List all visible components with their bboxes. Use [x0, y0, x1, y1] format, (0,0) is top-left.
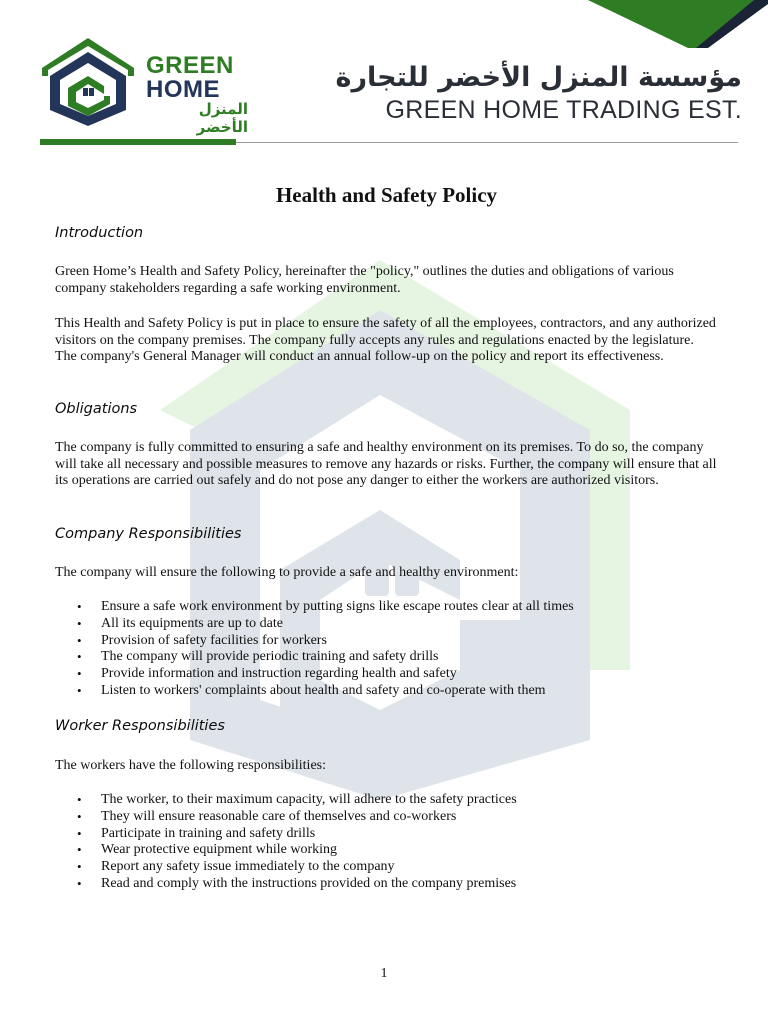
introduction-paragraph-2: This Health and Safety Policy is put in place to ensure the safety of all the employees, contractors, and any authorized visitors on the company premises. The company fully accepts any rules and regulations enacted by the legislature. The company's General Manager will conduct an annual follow-up on the policy and report its effectiveness. [55, 316, 716, 365]
bullet-icon: • [77, 842, 82, 858]
house-logo-icon [38, 36, 138, 128]
company-name-arabic: مؤسسة المنزل الأخضر للتجارة [335, 62, 742, 93]
bullet-icon: • [77, 792, 82, 807]
header-divider-accent [40, 139, 236, 145]
list-item: • They will ensure reasonable care of themselves and co-workers [77, 808, 457, 824]
section-heading-introduction: Introduction [55, 225, 144, 241]
list-item: • The company will provide periodic training and safety drills [77, 649, 439, 665]
worker-responsibilities-intro: The workers have the following responsibilities: [55, 758, 326, 773]
bullet-icon: • [77, 666, 82, 682]
logo-word-home: HOME [146, 76, 220, 103]
list-item: • Ensure a safe work environment by putting signs like escape routes clear at all times [77, 599, 574, 614]
list-item: • Provision of safety facilities for workers [77, 632, 327, 648]
company-responsibilities-list [55, 599, 718, 700]
bullet-icon: • [77, 615, 82, 631]
bullet-icon: • [77, 682, 82, 698]
bullet-icon: • [77, 649, 82, 665]
section-heading-worker-responsibilities: Worker Responsibilities [55, 718, 225, 734]
bullet-icon: • [77, 599, 82, 614]
list-item: • Listen to workers' complaints about health and safety and co-operate with them [77, 682, 546, 698]
list-item: • Report any safety issue immediately to the company [77, 859, 395, 875]
list-item: • The worker, to their maximum capacity, will adhere to the safety practices [77, 792, 517, 807]
introduction-paragraph-1: Green Home’s Health and Safety Policy, hereinafter the "policy," outlines the duties and obligations of various company stakeholders regarding a safe working environment. [55, 264, 674, 296]
list-item: • Read and comply with the instructions provided on the company premises [77, 875, 517, 891]
list-item: • Participate in training and safety drills [77, 825, 316, 841]
list-item: • Provide information and instruction regarding health and safety [77, 666, 457, 682]
bullet-icon: • [77, 808, 82, 824]
bullet-icon: • [77, 632, 82, 648]
company-logo [38, 36, 248, 136]
company-name-english: GREEN HOME TRADING EST. [385, 96, 742, 124]
bullet-icon: • [77, 859, 82, 875]
list-item: • Wear protective equipment while working [77, 842, 338, 858]
logo-word-green: GREEN [146, 52, 234, 79]
worker-responsibilities-list [55, 792, 718, 893]
bullet-icon: • [77, 825, 82, 841]
list-item: • All its equipments are up to date [77, 615, 283, 631]
section-heading-obligations: Obligations [55, 401, 138, 417]
page-number: 1 [380, 966, 388, 981]
company-responsibilities-intro: The company will ensure the following to provide a safe and healthy environment: [55, 565, 519, 580]
obligations-paragraph: The company is fully committed to ensuring a safe and healthy environment on its premises. To do so, the company will take all necessary and possible measures to remove any hazards or risks. Further, the company will ensure that all its operations are carried out safely and do not pose any danger to either the workers are authorized visitors. [55, 440, 717, 489]
logo-arabic-name: المنزل الأخضر [196, 100, 248, 136]
bullet-icon: • [77, 875, 82, 891]
document-title: Health and Safety Policy [275, 183, 498, 207]
section-heading-company-responsibilities: Company Responsibilities [55, 526, 242, 542]
corner-decoration [588, 0, 768, 48]
